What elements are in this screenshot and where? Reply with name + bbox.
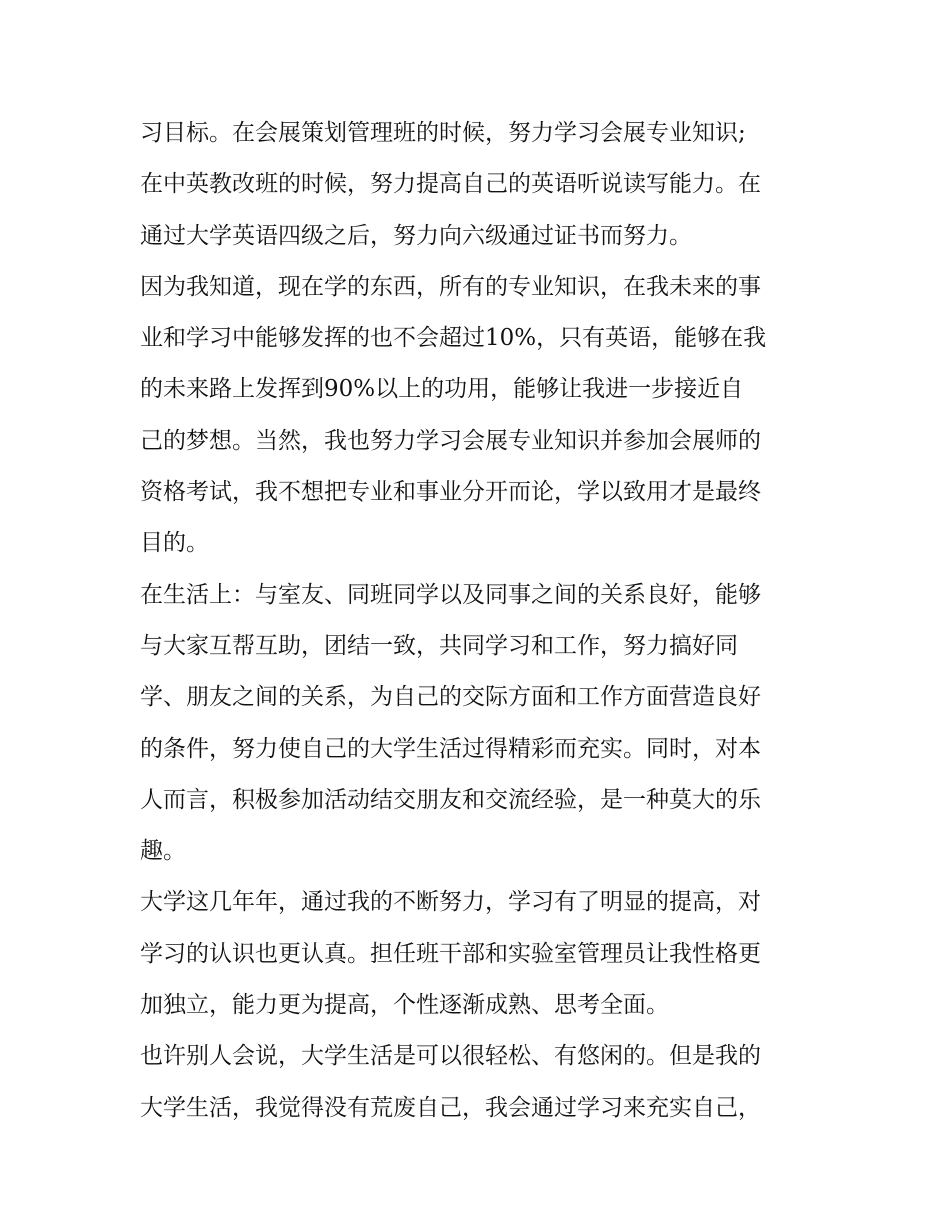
text-line: 也许别人会说，大学生活是可以很轻松、有悠闲的。但是我的: [140, 1043, 761, 1070]
text-line: 的未来路上发挥到90%以上的功用，能够让我进一步接近自: [140, 376, 744, 403]
text-line: 习目标。在会展策划管理班的时候，努力学习会展专业知识;: [140, 120, 746, 146]
text-line: 学、朋友之间的关系，为自己的交际方面和工作方面营造良好: [140, 684, 761, 711]
text-line: 趣。: [140, 838, 186, 865]
text-line: 学习的认识也更认真。担任班干部和实验室管理员让我性格更: [140, 940, 761, 967]
text-line: 己的梦想。当然，我也努力学习会展专业知识并参加会展师的: [140, 427, 761, 454]
text-line: 资格考试，我不想把专业和事业分开而论，学以致用才是最终: [140, 479, 761, 506]
text-line: 大学这几年年，通过我的不断努力，学习有了明显的提高，对: [140, 889, 761, 916]
text-line: 在生活上：与室友、同班同学以及同事之间的关系良好，能够: [140, 581, 761, 608]
text-line: 业和学习中能够发挥的也不会超过10%，只有英语，能够在我: [140, 325, 767, 352]
text-line: 因为我知道，现在学的东西，所有的专业知识，在我未来的事: [140, 273, 761, 300]
text-line: 大学生活，我觉得没有荒废自己，我会通过学习来充实自己，: [140, 1094, 761, 1121]
text-line: 通过大学英语四级之后，努力向六级通过证书而努力。: [140, 222, 692, 249]
text-line: 与大家互帮互助，团结一致，共同学习和工作，努力搞好同: [140, 632, 738, 659]
text-line: 目的。: [140, 530, 209, 557]
body-text: [140, 108, 820, 1134]
text-line: 的条件，努力使自己的大学生活过得精彩而充实。同时，对本: [140, 735, 761, 762]
text-line: 加独立，能力更为提高，个性逐渐成熟、思考全面。: [140, 992, 669, 1019]
text-line: 人而言，积极参加活动结交朋友和交流经验，是一种莫大的乐: [140, 786, 761, 813]
text-line: 在中英教改班的时候，努力提高自己的英语听说读写能力。在: [140, 171, 761, 198]
